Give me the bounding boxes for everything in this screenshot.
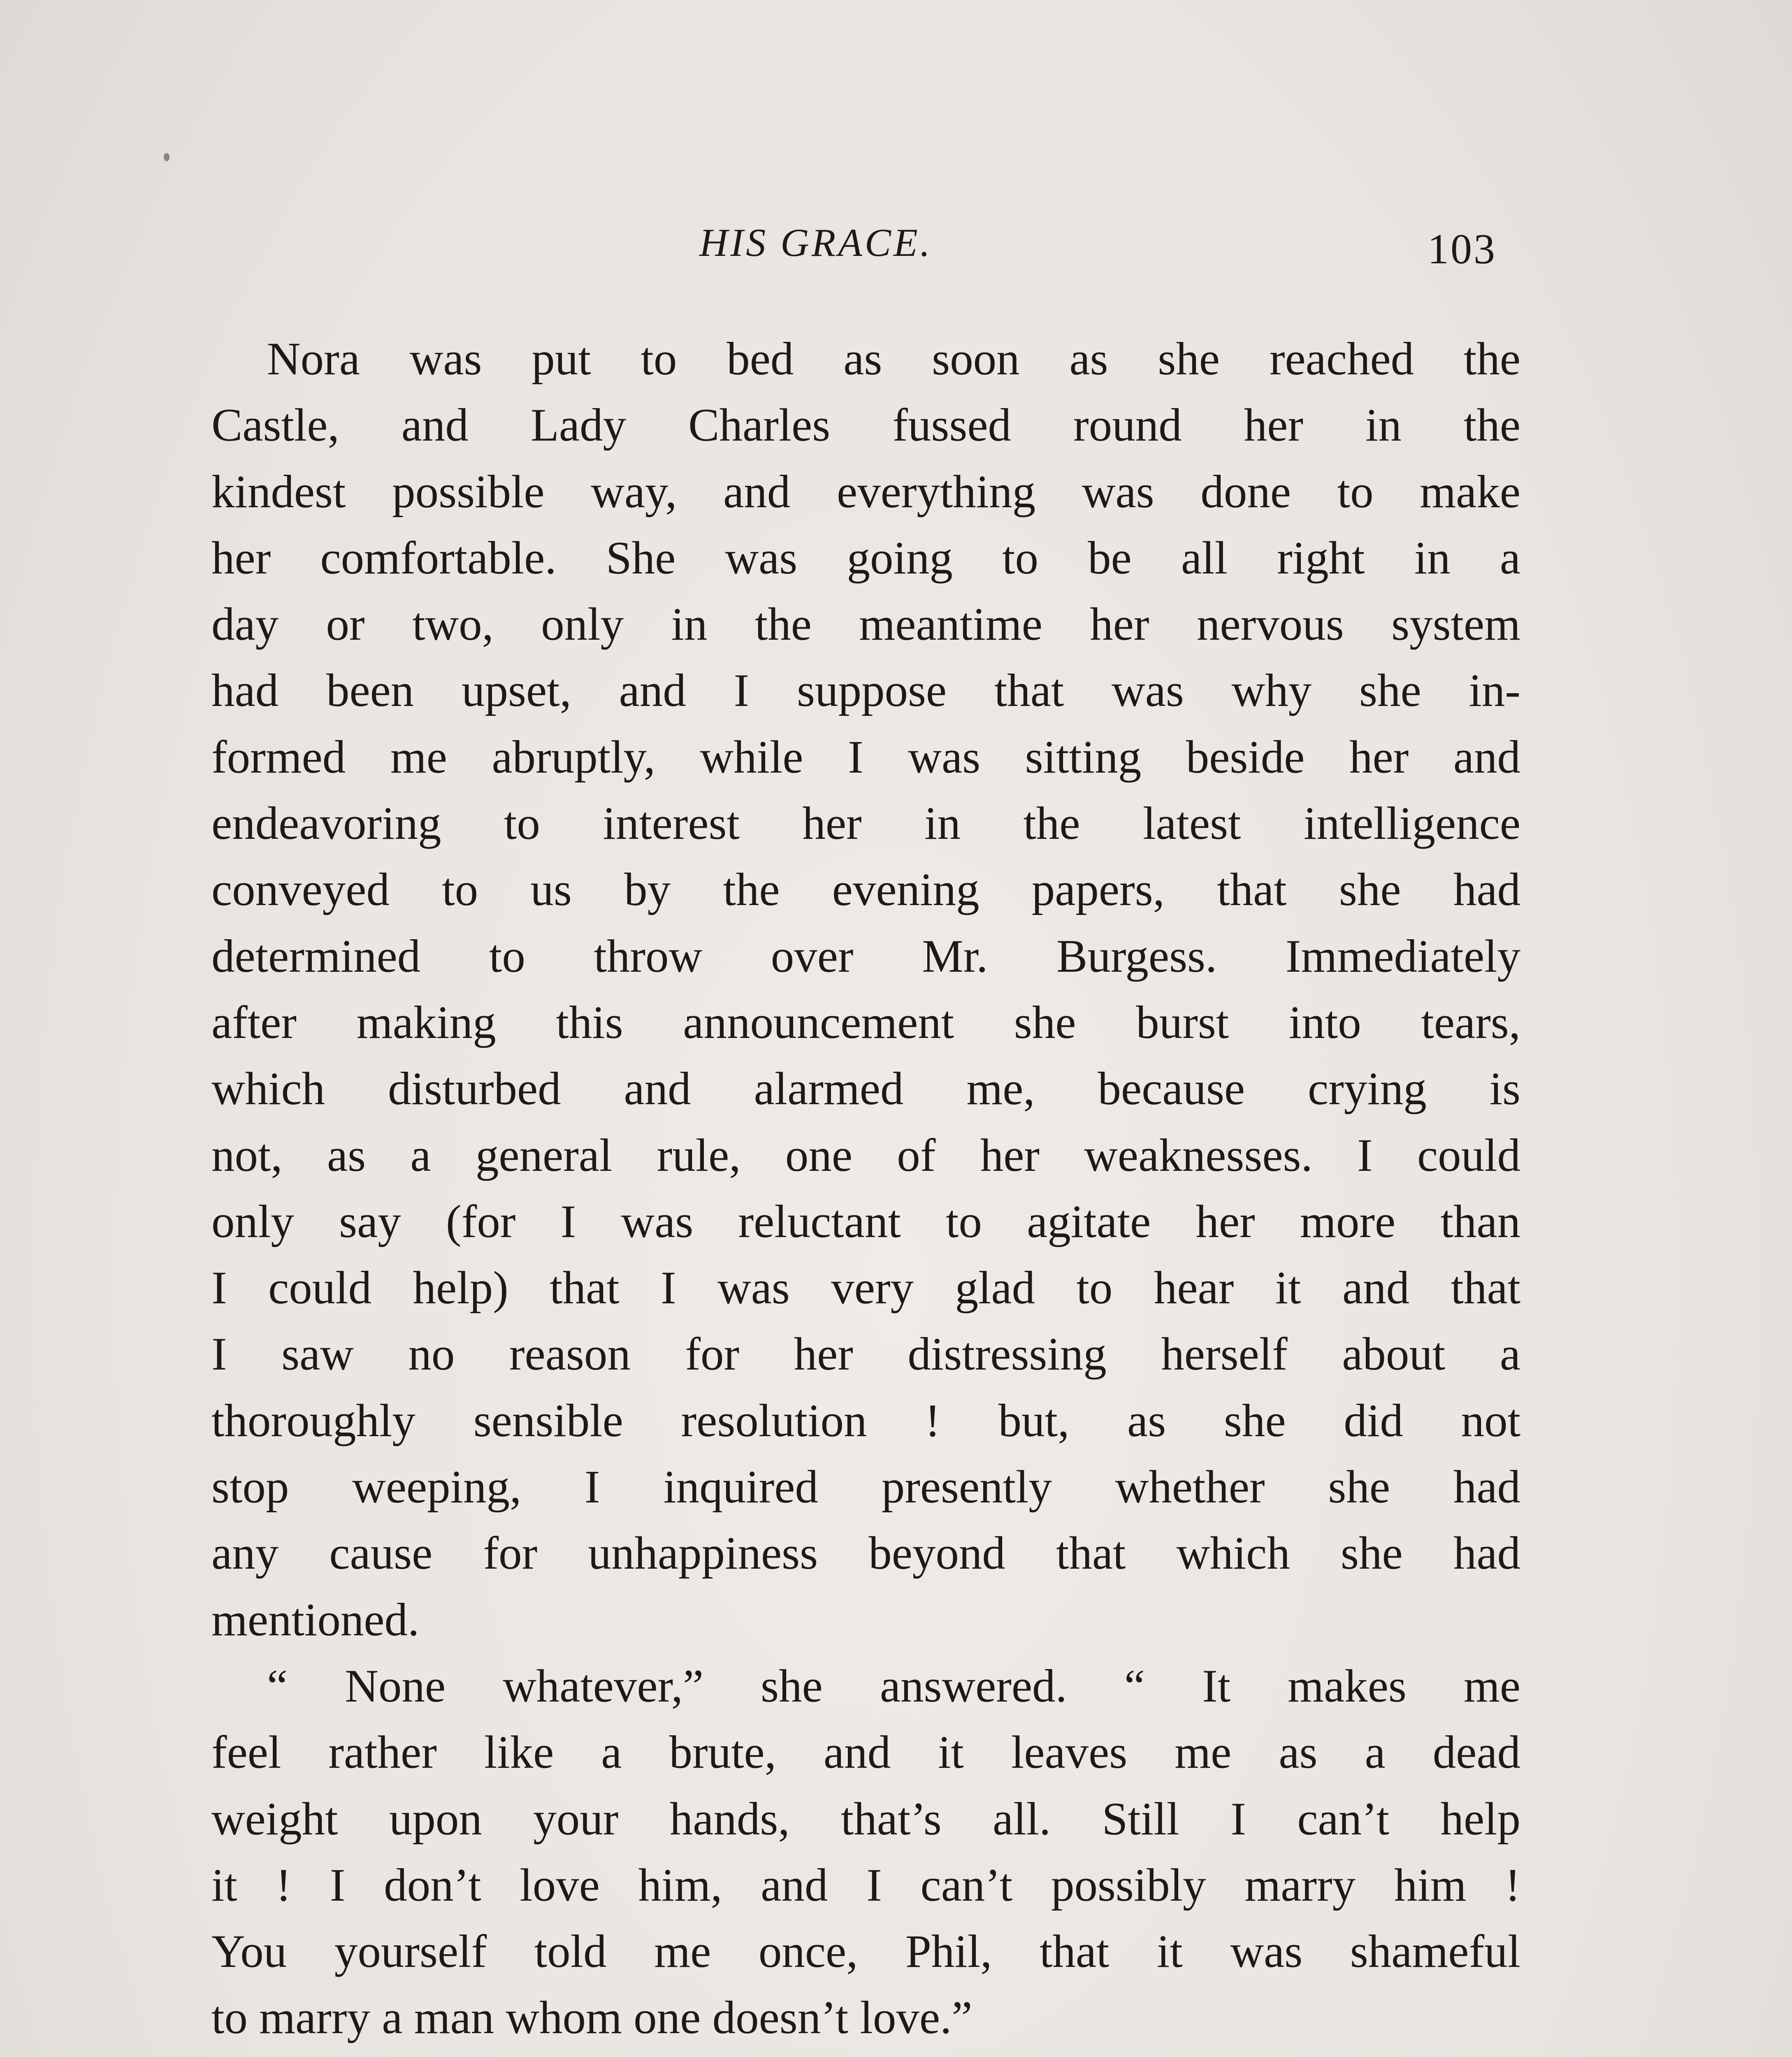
text-line: to marry a man whom one doesn’t love.” <box>211 1992 973 2044</box>
text-line: “ None whatever,” she answered. “ It makes me <box>267 1660 1520 1712</box>
text-line: had been upset, and I suppose that was why she in- <box>211 665 1520 717</box>
text-line: only say (for I was reluctant to agitate her more than <box>211 1196 1520 1247</box>
paper-speck <box>164 153 169 161</box>
running-title: HIS GRACE. <box>699 221 933 265</box>
text-line: stop weeping, I inquired presently whether she had <box>211 1461 1520 1513</box>
text-line: feel rather like a brute, and it leaves me as a dead <box>211 1727 1520 1778</box>
text-line: thoroughly sensible resolution ! but, as she did not <box>211 1395 1520 1446</box>
text-line: endeavoring to interest her in the latest intelligence <box>211 798 1520 850</box>
text-line: formed me abruptly, while I was sitting beside her and <box>211 731 1520 783</box>
text-line: Castle, and Lady Charles fussed round her in the <box>211 399 1520 451</box>
text-line: which disturbed and alarmed me, because crying is <box>211 1063 1520 1115</box>
text-line: determined to throw over Mr. Burgess. Immediately <box>211 930 1520 982</box>
page-number: 103 <box>1428 225 1497 273</box>
paragraph <box>211 2051 1520 2057</box>
text-line: Nora was put to bed as soon as she reached the <box>267 333 1520 385</box>
text-line: after making this announcement she burst into tears, <box>211 996 1520 1048</box>
text-line: kindest possible way, and everything was done to make <box>211 466 1520 518</box>
body-text <box>211 326 1520 2057</box>
paragraph <box>211 1653 1520 2051</box>
running-head <box>0 214 1792 272</box>
text-line: mentioned. <box>211 1594 420 1646</box>
text-line: You yourself told me once, Phil, that it was shameful <box>211 1926 1520 1978</box>
text-line: it ! I don’t love him, and I can’t possibly marry him ! <box>211 1859 1520 1911</box>
text-line: I saw no reason for her distressing herself about a <box>211 1328 1520 1380</box>
text-line <box>211 2051 1520 2057</box>
text-line: day or two, only in the meantime her nervous system <box>211 599 1520 650</box>
text-line: weight upon your hands, that’s all. Still I can’t help <box>211 1793 1520 1845</box>
text-line: any cause for unhappiness beyond that which she had <box>211 1528 1520 1579</box>
text-line: her comfortable. She was going to be all right in a <box>211 532 1520 584</box>
text-line: I could help) that I was very glad to hear it and that <box>211 1262 1520 1314</box>
text-line: conveyed to us by the evening papers, that she had <box>211 864 1520 916</box>
paragraph <box>211 326 1520 1653</box>
text-line: not, as a general rule, one of her weaknesses. I could <box>211 1129 1520 1181</box>
